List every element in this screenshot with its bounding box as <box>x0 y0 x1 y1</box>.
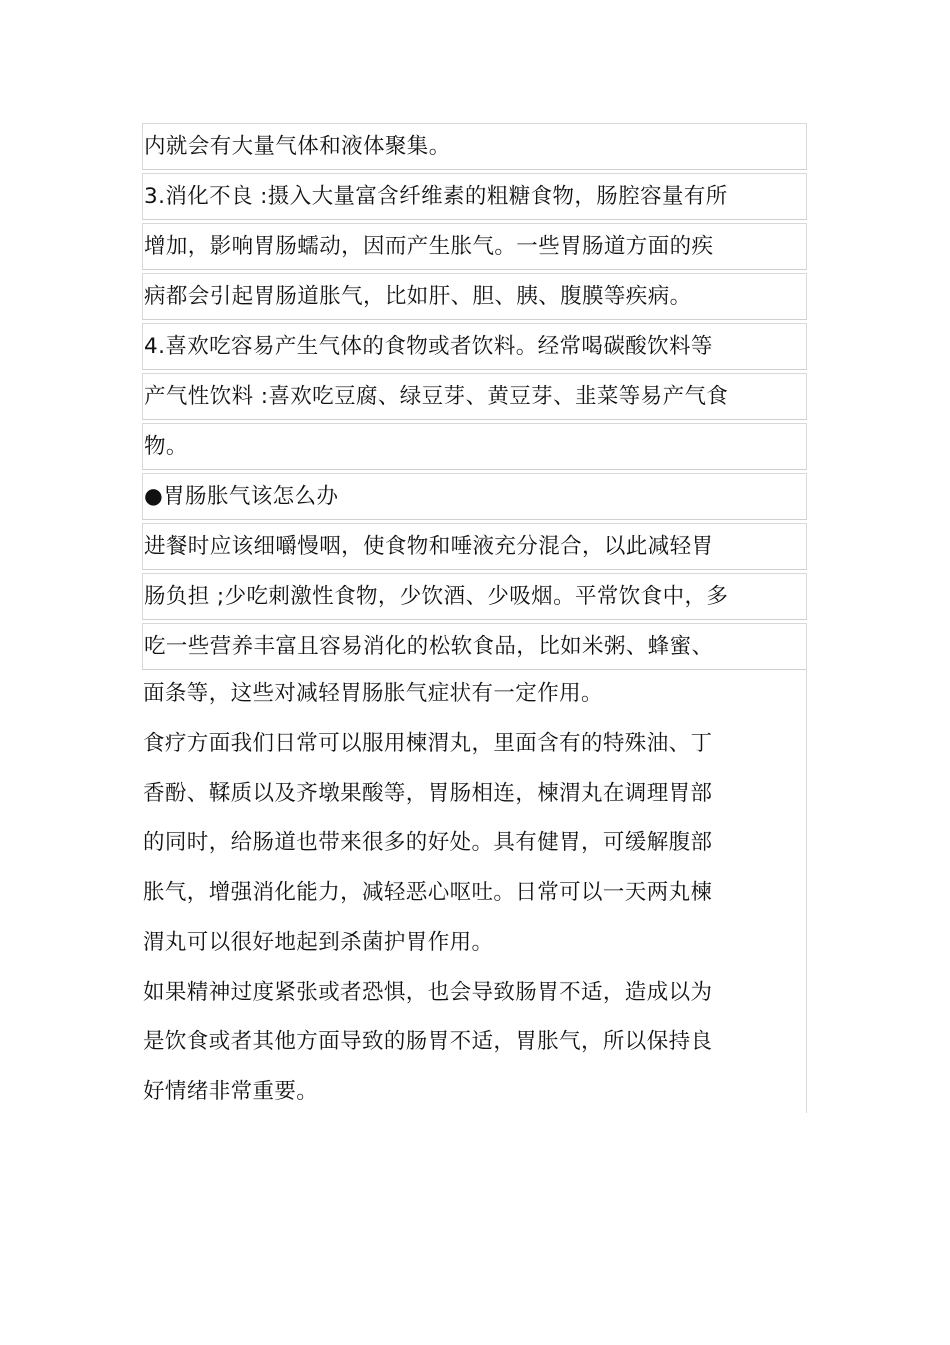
text-row: 4.喜欢吃容易产生气体的食物或者饮料。经常喝碳酸饮料等 <box>142 323 807 370</box>
text-line: 是饮食或者其他方面导致的肠胃不适，胃胀气，所以保持良 <box>143 1029 713 1055</box>
text-row: 物。 <box>142 423 807 470</box>
text-line: 面条等，这些对减轻胃肠胀气症状有一定作用。 <box>143 681 603 707</box>
text-row: 3.消化不良 :摄入大量富含纤维素的粗糖食物，肠腔容量有所 <box>142 173 807 220</box>
text-row: 肠负担 ;少吃刺激性食物，少饮酒、少吸烟。平常饮食中，多 <box>142 573 807 620</box>
text-line: 的同时，给肠道也带来很多的好处。具有健胃，可缓解腹部 <box>143 830 713 856</box>
text-line: 胀气，增强消化能力，减轻恶心呕吐。日常可以一天两丸楝 <box>143 880 713 906</box>
plain-text-block <box>142 669 807 1113</box>
text-row: 进餐时应该细嚼慢咽，使食物和唾液充分混合，以此减轻胃 <box>142 523 807 570</box>
text-line: 如果精神过度紧张或者恐惧，也会导致肠胃不适，造成以为 <box>143 979 713 1005</box>
text-row: 吃一些营养丰富且容易消化的松软食品，比如米粥、蜂蜜、 <box>142 623 807 670</box>
boxed-text-block <box>142 123 807 673</box>
text-line: 食疗方面我们日常可以服用楝渭丸，里面含有的特殊油、丁 <box>143 731 713 757</box>
text-row: 病都会引起胃肠道胀气，比如肝、胆、胰、腹膜等疾病。 <box>142 273 807 320</box>
text-line: 好情绪非常重要。 <box>143 1078 319 1104</box>
text-row: 内就会有大量气体和液体聚集。 <box>142 123 807 170</box>
section-heading: ●胃肠胀气该怎么办 <box>142 473 807 520</box>
text-line: 香酚、鞣质以及齐墩果酸等，胃肠相连，楝渭丸在调理胃部 <box>143 780 713 806</box>
text-row: 产气性饮料 :喜欢吃豆腐、绿豆芽、黄豆芽、韭菜等易产气食 <box>142 373 807 420</box>
text-row: 增加，影响胃肠蠕动，因而产生胀气。一些胃肠道方面的疾 <box>142 223 807 270</box>
text-line: 渭丸可以很好地起到杀菌护胃作用。 <box>143 929 494 955</box>
